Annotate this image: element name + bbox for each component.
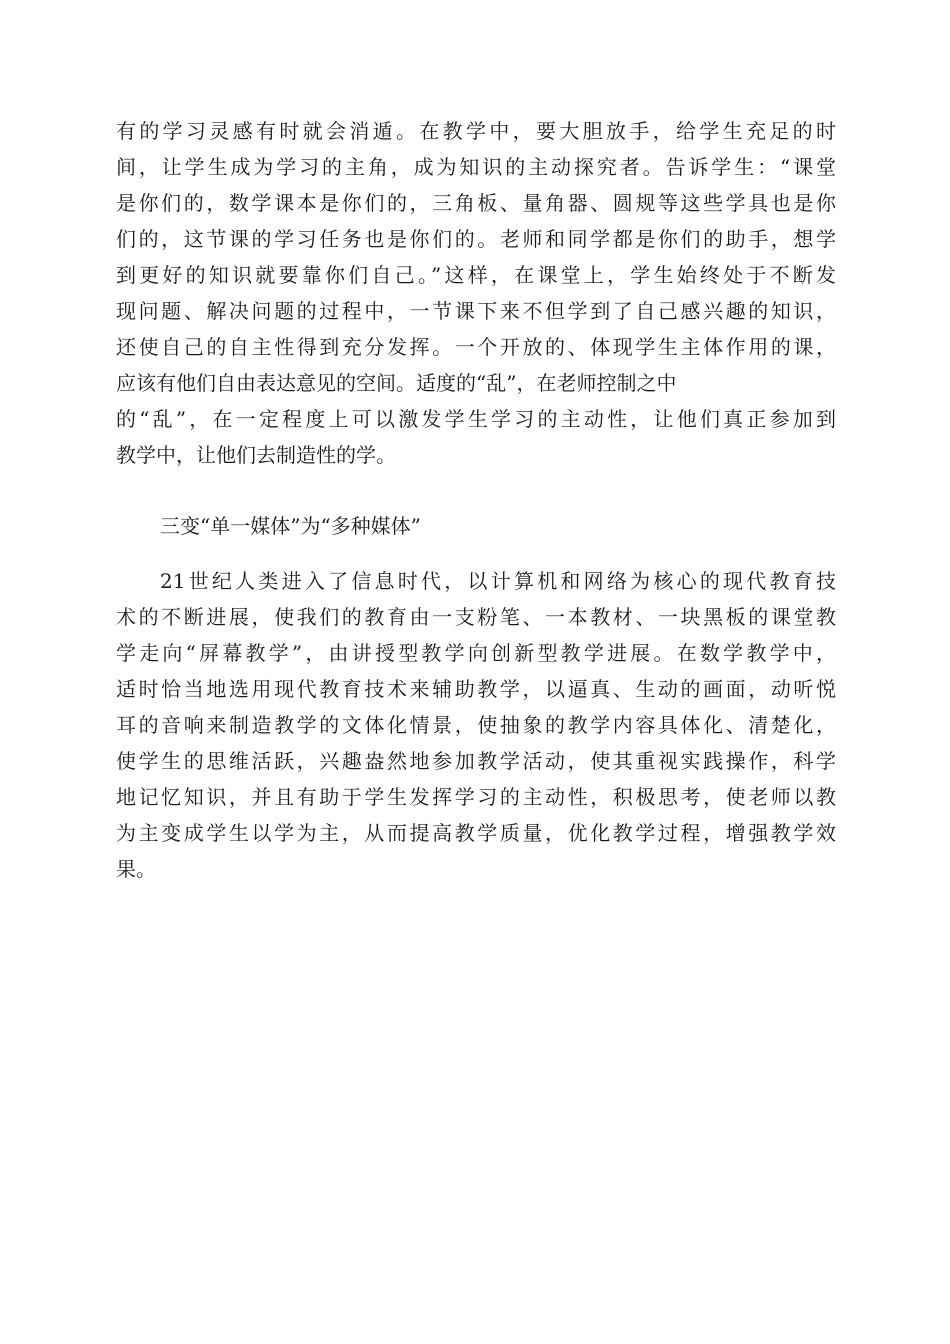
- text-line: 适时恰当地选用现代教育技术来辅助教学，以逼真、生动的画面，动听悦: [116, 677, 836, 701]
- text-line: 现问题、解决问题的过程中，一节课下来不但学到了自己感兴趣的知识，: [116, 299, 836, 323]
- text-line: 果。: [116, 857, 156, 881]
- text-line: 术的不断进展，使我们的教育由一支粉笔、一本教材、一块黑板的课堂教: [116, 605, 836, 629]
- section-heading-text: 三变“单一媒体”为“多种媒体”: [160, 514, 421, 538]
- text-line: 为主变成学生以学为主，从而提高教学质量，优化教学过程，增强教学效: [116, 821, 836, 845]
- text-line: 地记忆知识，并且有助于学生发挥学习的主动性，积极思考，使老师以教: [116, 785, 836, 809]
- text-line: 间，让学生成为学习的主角，成为知识的主动探究者。告诉学生：“课堂: [116, 155, 836, 179]
- paragraph-multimedia: [116, 563, 836, 887]
- text-line: 们的，这节课的学习任务也是你们的。老师和同学都是你们的助手，想学: [116, 227, 836, 251]
- section-heading: [116, 508, 836, 544]
- text-line: 有的学习灵感有时就会消遁。在教学中，要大胆放手，给学生充足的时: [116, 119, 836, 143]
- text-line: 的“乱”，在一定程度上可以激发学生学习的主动性，让他们真正参加到: [116, 407, 836, 431]
- text-line: 还使自己的自主性得到充分发挥。一个开放的、体现学生主体作用的课，: [116, 335, 836, 359]
- text-line: 学走向“屏幕教学”，由讲授型教学向创新型教学进展。在数学教学中，: [116, 641, 836, 665]
- text-line: 教学中，让他们去制造性的学。: [116, 443, 396, 467]
- paragraph-student-autonomy: [116, 113, 836, 473]
- text-line: 使学生的思维活跃，兴趣盎然地参加教学活动，使其重视实践操作，科学: [116, 749, 836, 773]
- text-line: 到更好的知识就要靠你们自己。”这样，在课堂上，学生始终处于不断发: [116, 263, 836, 287]
- text-line: 21世纪人类进入了信息时代，以计算机和网络为核心的现代教育技: [160, 569, 836, 593]
- text-line: 应该有他们自由表达意见的空间。适度的“乱”，在老师控制之中: [116, 371, 677, 395]
- text-line: 耳的音响来制造教学的文体化情景，使抽象的教学内容具体化、清楚化，: [116, 713, 836, 737]
- text-line: 是你们的，数学课本是你们的，三角板、量角器、圆规等这些学具也是你: [116, 191, 836, 215]
